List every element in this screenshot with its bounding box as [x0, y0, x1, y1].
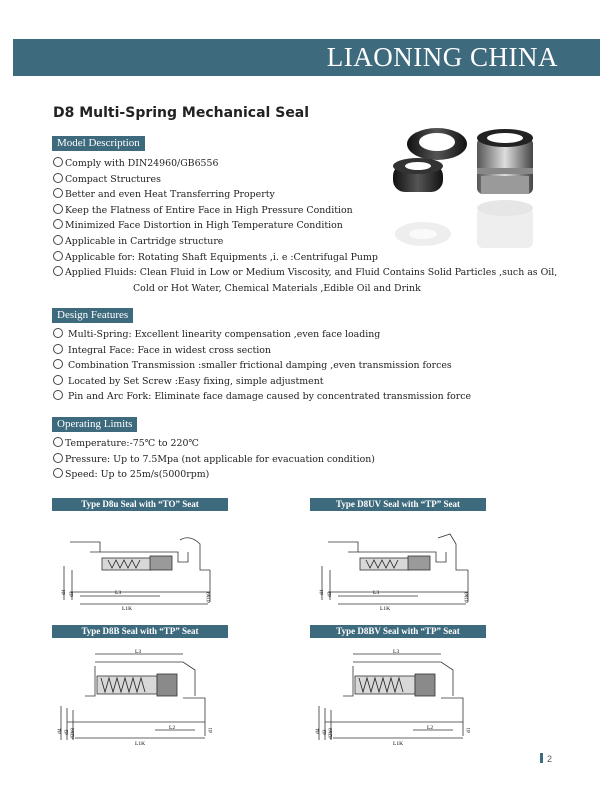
section-label-model-description: Model Description — [52, 136, 145, 151]
circle-bullet-icon — [53, 390, 63, 400]
diagram-d8u — [60, 530, 220, 612]
list-item: Keep the Flatness of Entire Face in High Pressure Condition — [53, 203, 557, 219]
list-item: Applicable in Cartridge structure — [53, 234, 557, 250]
dim-d1: d1 — [466, 727, 472, 733]
list-item: Comply with DIN24960/GB6556 — [53, 156, 557, 172]
diagram-d8uv — [318, 530, 478, 612]
circle-bullet-icon — [53, 251, 63, 261]
dim-d3: d3 — [327, 591, 333, 597]
list-item: Pin and Arc Fork: Eliminate face damage caused by concentrated transmission force — [53, 389, 471, 405]
dim-l1k: L1K — [122, 606, 133, 612]
dim-d4: d4 — [57, 728, 63, 734]
circle-bullet-icon — [53, 453, 63, 463]
circle-bullet-icon — [53, 235, 63, 245]
dim-l1k: L1K — [380, 606, 391, 612]
list-item: Applied Fluids: Clean Fluid in Low or Medium Viscosity, and Fluid Contains Solid Particles ,such as Oil, — [53, 265, 557, 281]
circle-bullet-icon — [53, 157, 63, 167]
figure-label-d8b: Type D8B Seal with “TP” Seat — [52, 625, 228, 638]
list-item: Multi-Spring: Excellent linearity compensation ,even face loading — [53, 327, 471, 343]
circle-bullet-icon — [53, 375, 63, 385]
header-banner — [13, 39, 600, 76]
product-photo — [385, 116, 555, 256]
list-item: Applicable for: Rotating Shaft Equipments ,i. e :Centrifugal Pump — [53, 250, 557, 266]
list-item: Combination Transmission :smaller frictional damping ,even transmission forces — [53, 358, 471, 374]
dim-d2h8: d2h8 — [328, 728, 334, 739]
circle-bullet-icon — [53, 188, 63, 198]
dim-l3: L3 — [115, 590, 122, 596]
list-item: Integral Face: Face in widest cross section — [53, 343, 471, 359]
dim-d4: d4 — [315, 728, 321, 734]
list-item: Minimized Face Distortion in High Temperature Condition — [53, 218, 557, 234]
dim-d1h8: d1h8 — [206, 592, 212, 603]
figure-label-d8bv: Type D8BV Seal with “TP” Seat — [310, 625, 486, 638]
circle-bullet-icon — [53, 266, 63, 276]
dim-d3: d3 — [322, 729, 328, 735]
dim-l2: L2 — [427, 725, 434, 731]
dim-l3: L3 — [373, 590, 380, 596]
dim-l1k: L1K — [135, 741, 146, 746]
circle-bullet-icon — [53, 204, 63, 214]
brand-title: LIAONING CHINA — [326, 42, 558, 72]
circle-bullet-icon — [53, 468, 63, 478]
dim-d2h8: d2h8 — [70, 728, 76, 739]
list-item-continuation: Cold or Hot Water, Chemical Materials ,Edible Oil and Drink — [133, 282, 421, 294]
dim-l3: L3 — [393, 649, 400, 655]
diagram-d8bv — [313, 646, 483, 746]
list-item: Compact Structures — [53, 172, 557, 188]
circle-bullet-icon — [53, 437, 63, 447]
dim-d4: d4 — [319, 589, 325, 595]
dim-d3: d3 — [64, 729, 70, 735]
page-marker-bar — [540, 753, 543, 763]
operating-limits-list — [53, 436, 375, 483]
list-item: Better and even Heat Transferring Property — [53, 187, 557, 203]
dim-d3: d3 — [69, 591, 75, 597]
list-item: Speed: Up to 25m/s(5000rpm) — [53, 467, 375, 483]
design-features-list — [53, 327, 471, 405]
list-item: Located by Set Screw :Easy fixing, simple adjustment — [53, 374, 471, 390]
figure-label-d8u: Type D8u Seal with “TO” Seat — [52, 498, 228, 511]
dim-l3: L3 — [135, 649, 142, 655]
figure-label-d8uv: Type D8UV Seal with “TP” Seat — [310, 498, 486, 511]
dim-d1: d1 — [208, 727, 214, 733]
page-number: 2 — [540, 753, 552, 764]
dim-l2: L2 — [169, 725, 176, 731]
diagram-d8b — [55, 646, 225, 746]
dim-d1h8: d1h8 — [464, 592, 470, 603]
dim-d4: d4 — [61, 589, 67, 595]
section-label-operating-limits: Operating Limits — [52, 417, 137, 432]
circle-bullet-icon — [53, 359, 63, 369]
circle-bullet-icon — [53, 328, 63, 338]
circle-bullet-icon — [53, 219, 63, 229]
circle-bullet-icon — [53, 173, 63, 183]
dim-l1k: L1K — [393, 741, 404, 746]
section-label-design-features: Design Features — [52, 308, 133, 323]
list-item: Pressure: Up to 7.5Mpa (not applicable for evacuation condition) — [53, 452, 375, 468]
circle-bullet-icon — [53, 344, 63, 354]
page-title: D8 Multi-Spring Mechanical Seal — [53, 105, 310, 121]
list-item: Temperature:-75℃ to 220℃ — [53, 436, 375, 452]
